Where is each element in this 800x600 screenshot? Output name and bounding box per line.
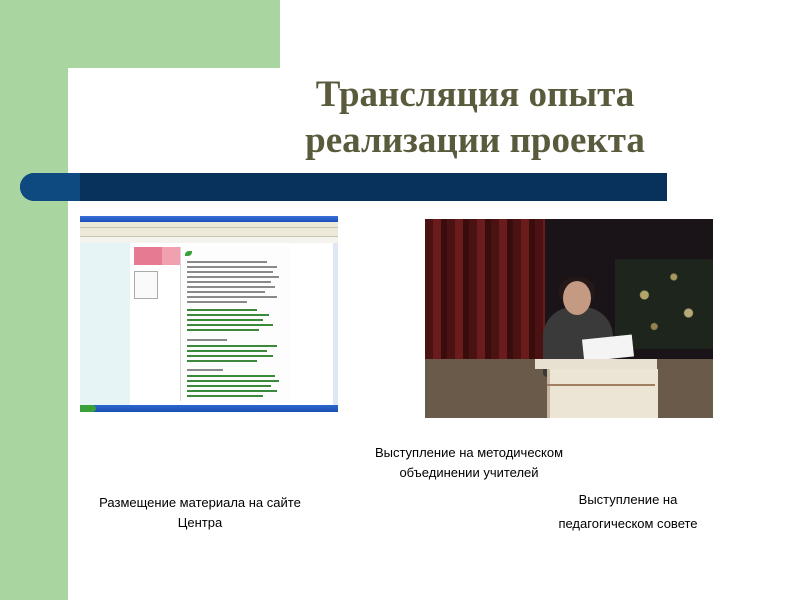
text-line: [187, 286, 275, 288]
site-small-box: [134, 271, 158, 299]
text-line: [187, 339, 227, 341]
text-line: [187, 296, 277, 298]
text-line: [187, 266, 277, 268]
link-line: [187, 355, 273, 357]
link-line: [187, 360, 257, 362]
text-line: [187, 261, 267, 263]
site-banner-accent: [134, 247, 162, 265]
green-left-border: [0, 0, 68, 600]
podium: [547, 369, 658, 418]
link-line: [187, 345, 277, 347]
title-underline-bar: [20, 173, 667, 201]
link-line: [187, 390, 277, 392]
leaf-icon: [185, 251, 192, 256]
link-line: [187, 329, 259, 331]
podium-top: [535, 359, 657, 369]
link-line: [187, 380, 279, 382]
slide-title: Трансляция опыта реализации проекта: [305, 74, 645, 161]
link-line: [187, 319, 263, 321]
text-line: [187, 291, 265, 293]
speech-photo: [425, 219, 713, 418]
website-screenshot: [80, 216, 338, 412]
browser-content: [80, 243, 338, 405]
site-article-pane: [180, 247, 291, 401]
caption-methodical: Выступление на методическом объединении учителей: [374, 445, 564, 480]
link-line: [187, 375, 275, 377]
green-top-border: [0, 0, 280, 68]
site-left-pane: [80, 243, 130, 405]
link-line: [187, 395, 263, 397]
caption-site: Размещение материала на сайте Центра: [99, 495, 301, 530]
text-line: [187, 276, 279, 278]
link-line: [187, 350, 267, 352]
speaker-face: [563, 281, 591, 315]
link-line: [187, 324, 273, 326]
text-line: [187, 281, 271, 283]
podium-stripe: [547, 384, 655, 386]
text-line: [187, 301, 247, 303]
text-line: [187, 369, 223, 371]
browser-scrollbar: [333, 243, 338, 405]
link-line: [187, 314, 269, 316]
browser-toolbar: [80, 228, 338, 237]
text-line: [187, 271, 273, 273]
link-line: [187, 309, 257, 311]
start-button: [80, 405, 96, 412]
link-line: [187, 385, 271, 387]
os-taskbar: [80, 405, 338, 412]
caption-pedagogical: Выступление на педагогическом совете: [558, 492, 698, 531]
